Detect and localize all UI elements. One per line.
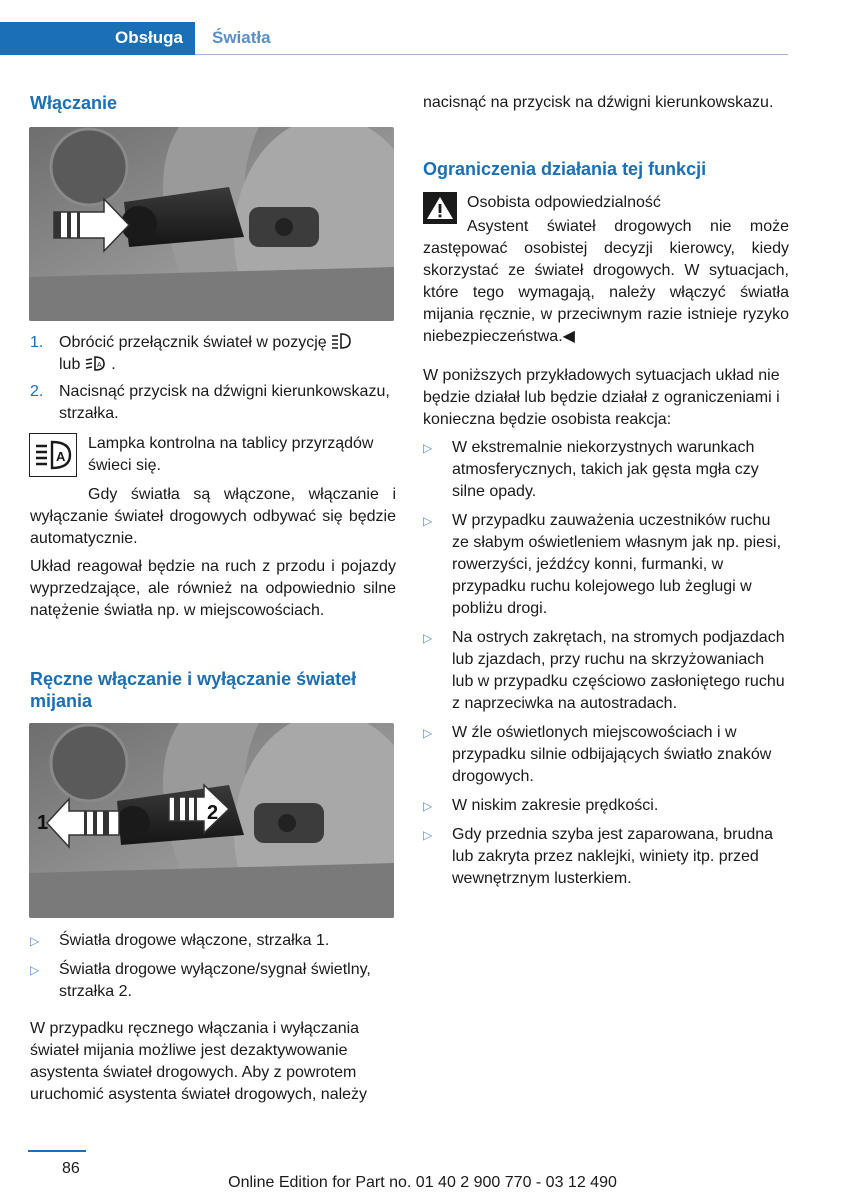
- header-rule-left: [0, 54, 195, 55]
- list-item: ▷ Światła drogowe włączone, strzałka 1.: [30, 930, 396, 952]
- edition-note: Online Edition for Part no. 01 40 2 900 770 - 03 12 490: [228, 1174, 617, 1191]
- highbeam-auto-icon: [331, 333, 351, 349]
- svg-text:A: A: [96, 362, 102, 369]
- header-rule: [195, 54, 788, 55]
- list-item: ▷ W niskim zakresie prędkości.: [423, 795, 789, 817]
- auto-note: Gdy światła są włączone, włączanie i wyłączanie świateł drogowych odbywać się będzie automatycznie.: [30, 486, 396, 547]
- limitations-list: [423, 437, 789, 897]
- manual-list: [30, 930, 396, 1010]
- step-number: 2.: [30, 383, 44, 400]
- reaction-paragraph: Układ reagował będzie na ruch z przodu i pojazdy wyprzedzające, ale również na odpowiednio silne natężenie światła np. w miejscowościach.: [30, 558, 396, 619]
- step-item: [30, 332, 395, 376]
- step-item: [30, 381, 395, 425]
- continuation-text: nacisnąć na przycisk na dźwigni kierunkowskazu.: [423, 94, 774, 111]
- arrow-label-2: 2: [207, 802, 219, 824]
- step-end: .: [111, 356, 116, 373]
- list-item: ▷ W przypadku zauważenia uczestników ruchu ze słabym oświetleniem własnym jak np. piesi, rowerzyści, jeźdźcy konni, furmanki, w przypadku ruchu kolejowego lub żeglugi w pobliżu drogi.: [423, 510, 789, 620]
- step-number: 1.: [30, 334, 44, 351]
- svg-text:A: A: [56, 449, 66, 464]
- warning-text: Asystent świateł drogowych nie może zastępować osobistej decyzji kierowcy, kiedy skorzystać ze świateł drogowych. W sytuacjach, które tego wymagają, należy włączyć światła mijania ręcznie, w przeciwnym razie istnieje ryzyko niebezpieczeństwa.◀: [423, 218, 789, 345]
- chapter-tab: [0, 22, 195, 54]
- page-number: 86: [62, 1160, 80, 1177]
- arrow-label-1: 1: [37, 812, 49, 834]
- list-item: ▷ W ekstremalnie niekorzystnych warunkach atmosferycznych, takich jak gęsta mgła czy silne opady.: [423, 437, 789, 503]
- list-item: ▷ Gdy przednia szyba jest zaparowana, brudna lub zakryta przez naklejki, winiety itp. przed wewnętrznym lusterkiem.: [423, 824, 789, 890]
- activation-steps: [30, 332, 395, 430]
- step-text: Obrócić przełącznik świateł w pozycję: [59, 334, 327, 351]
- heading-manual: Ręczne włączanie i wyłączanie świateł mijania: [30, 669, 357, 711]
- chapter-title: Obsługa: [114, 28, 183, 47]
- warning-title: Osobista odpowiedzialność: [467, 194, 661, 211]
- indicator-note: Lampka kontrolna na tablicy przyrządów świeci się.: [88, 435, 374, 474]
- lowbeam-auto-icon: [85, 355, 107, 371]
- heading-activation: Włączanie: [30, 93, 118, 113]
- manual-paragraph: W przypadku ręcznego włączania i wyłączania świateł mijania możliwe jest dezaktywowanie asystenta świateł drogowych. Aby z powrotem uruchomić asystenta świateł drogowych, należy: [30, 1020, 368, 1103]
- step-tail: lub: [59, 356, 81, 373]
- indicator-lamp-icon: [29, 433, 77, 477]
- list-item: ▷ Na ostrych zakrętach, na stromych podjazdach lub zjazdach, przy ruchu na skrzyżowaniach lub w przypadku częściowo zasłoniętego ruchu z naprzeciwka na autostradach.: [423, 627, 789, 715]
- photo-stalk-activation: [29, 127, 394, 321]
- photo-stalk-manual: [29, 723, 394, 918]
- footer-rule: [28, 1150, 86, 1152]
- list-item: ▷ Światła drogowe wyłączone/sygnał świetlny, strzałka 2.: [30, 959, 396, 1003]
- section-title: Światła: [212, 28, 271, 47]
- heading-limitations: Ograniczenia działania tej funkcji: [423, 159, 707, 179]
- step-text: Nacisnąć przycisk na dźwigni kierunkowskazu, strzałka.: [59, 383, 390, 422]
- list-item: ▷ W źle oświetlonych miejscowościach i w przypadku silnie odbijających światło znaków drogowych.: [423, 722, 789, 788]
- limitations-intro: W poniższych przykładowych sytuacjach układ nie będzie działał lub będzie działał z ograniczeniami i konieczna będzie osobista reakcja:: [423, 367, 780, 428]
